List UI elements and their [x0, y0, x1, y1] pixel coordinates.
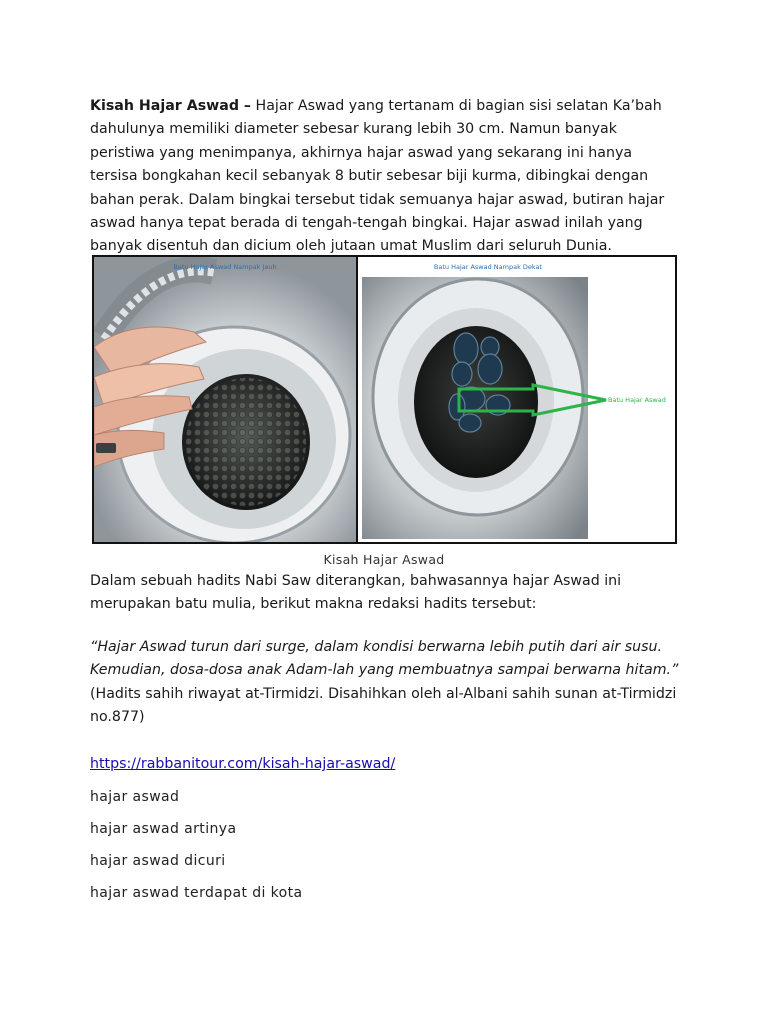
photo-far-view [94, 257, 358, 542]
near-view-label: Batu Hajar Aswad Nampak Dekat [433, 263, 543, 271]
keyword-item: hajar aswad [90, 789, 180, 805]
keyword-item: hajar aswad terdapat di kota [90, 885, 303, 901]
hadith-quote-paragraph [90, 636, 690, 730]
hadith-source: (Hadits sahih riwayat at-Tirmidzi. Disahihkan oleh al-Albani sahih sunan at-Tirmidzi no.877) [90, 685, 677, 726]
hadith-intro: Dalam sebuah hadits Nabi Saw diterangkan, bahwasannya hajar Aswad ini merupakan batu mulia, berikut makna redaksi hadits tersebut: [90, 573, 622, 613]
hajar-aswad-figure [92, 255, 677, 544]
hadith-quote: “Hajar Aswad turun dari surge, dalam kondisi berwarna lebih putih dari air susu. Kemudian, dosa-dosa anak Adam-lah yang membuatnya sampai berwarna hitam.” [90, 639, 679, 679]
source-link[interactable]: https://rabbanitour.com/kisah-hajar-aswad/ [90, 756, 396, 772]
photo-near-view [358, 257, 675, 542]
near-view-image [358, 257, 675, 542]
intro-text: Hajar Aswad yang tertanam di bagian sisi selatan Ka’bah dahulunya memiliki diameter sebesar kurang lebih 30 cm. Namun banyak peristiwa yang menimpanya, akhirnya hajar aswad yang sekarang ini hanya tersisa bongkahan kecil sebanyak 8 butir sebesar biji kurma, dibingkai dengan bahan perak. Dalam bingkai tersebut tidak semuanya hajar aswad, butiran hajar aswad hanya tepat berada di tengah-tengah bingkai. Hajar aswad inilah yang banyak disentuh dan dicium oleh jutaan umat Muslim dari seluruh Dunia. [90, 98, 665, 255]
far-view-image [94, 257, 356, 542]
arrow-label: Batu Hajar Aswad [608, 396, 666, 404]
figure-caption: Kisah Hajar Aswad [323, 552, 445, 567]
intro-paragraph [90, 95, 682, 259]
keyword-item: hajar aswad dicuri [90, 853, 226, 869]
far-view-label: Batu Hajar Aswad Nampak Jauh [173, 263, 277, 271]
hadith-quote-block [90, 636, 690, 730]
article-intro [90, 95, 682, 259]
keyword-item: hajar aswad artinya [90, 821, 237, 837]
article-title: Kisah Hajar Aswad – [90, 98, 252, 114]
hadith-intro-block [90, 570, 690, 617]
